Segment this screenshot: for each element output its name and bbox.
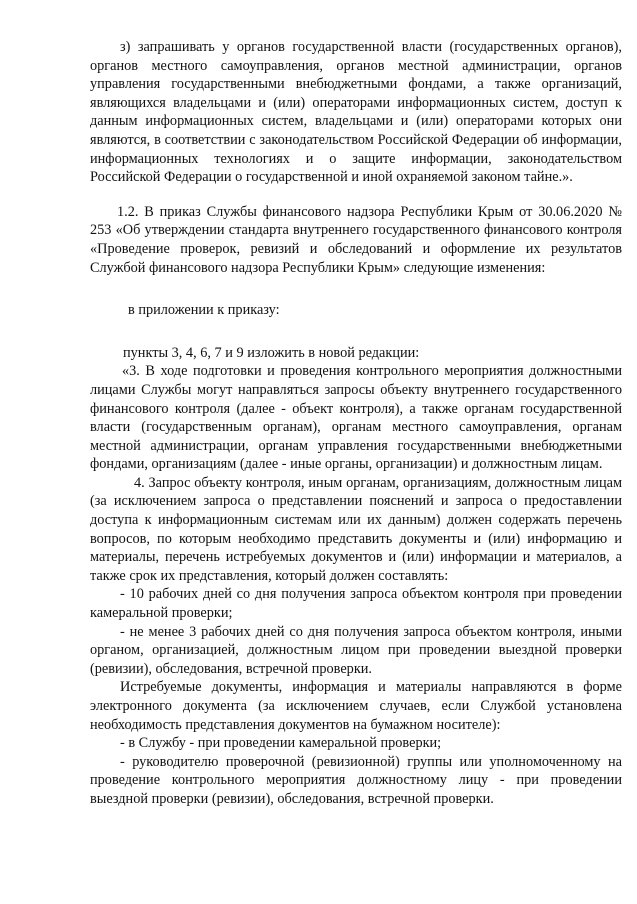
dash-item-4: - руководителю проверочной (ревизионной) группы или уполномоченному на проведение контрольного мероприятия должностному лицу - при проведении выездной проверки (ревизии), обследования, встречной проверки. [90, 753, 622, 807]
paragraph-4: 4. Запрос объекту контроля, иным органам, организациям, должностным лицам (за исключением запроса о представлении пояснений и запроса о предоставлении доступа к информационным системам или их данным) должен содержать перечень вопросов, по которым необходимо представить документы и (или) информацию и материалы, перечень истребуемых документов и (или) информации и материалов, а также срок их представления, который должен составлять: [90, 474, 622, 584]
paragraph-documents: Истребуемые документы, информация и материалы направляются в форме электронного документа (за исключением случаев, если Службой установлена необходимость представления документов на бумажном носителе): [90, 679, 622, 733]
paragraph-items: пункты 3, 4, 6, 7 и 9 изложить в новой редакции: [123, 344, 420, 361]
paragraph-1-2: 1.2. В приказ Службы финансового надзора Республики Крым от 30.06.2020 № 253 «Об утверждении стандарта внутреннего государственного финансового контроля «Проведение проверок, ревизий и обследований и оформление их результатов Службой финансового надзора Республики Крым» следующие изменения: [90, 203, 622, 276]
paragraph-annex: в приложении к приказу: [128, 302, 280, 319]
dash-item-2: - не менее 3 рабочих дней со дня получения запроса объектом контроля, иными органом, организацией, должностным лицом при проведении выездной проверки (ревизии), обследования, встречной проверки. [90, 623, 622, 677]
document-page [90, 38, 622, 809]
dash-item-3: - в Службу - при проведении камеральной проверки; [120, 735, 442, 752]
paragraph-3: «3. В ходе подготовки и проведения контрольного мероприятия должностными лицами Службы могут направляться запросы объекту внутреннего государственного финансового контроля (далее - объект контроля), а также органам государственной власти (государственным органам), органам местного самоуправления, органам местной администрации, органам управления государственными внебюджетными фондами, организациям (далее - иные органы, организации) и должностным лицам. [90, 363, 622, 473]
dash-item-1: - 10 рабочих дней со дня получения запроса объектом контроля при проведении камеральной проверки; [90, 586, 622, 622]
paragraph-z: з) запрашивать у органов государственной власти (государственных органов), органов местного самоуправления, органов местной администрации, органов управления государственными внебюджетными фондами, а также организаций, являющихся владельцами и (или) операторами информационных систем, доступ к данным информационных систем, владельцами и (или) операторами которых они являются, в соответствии с законодательством Российской Федерации об информации, информационных технологиях и о защите информации, законодательством Российской Федерации о государственной и иной охраняемой законом тайне.». [90, 39, 622, 186]
